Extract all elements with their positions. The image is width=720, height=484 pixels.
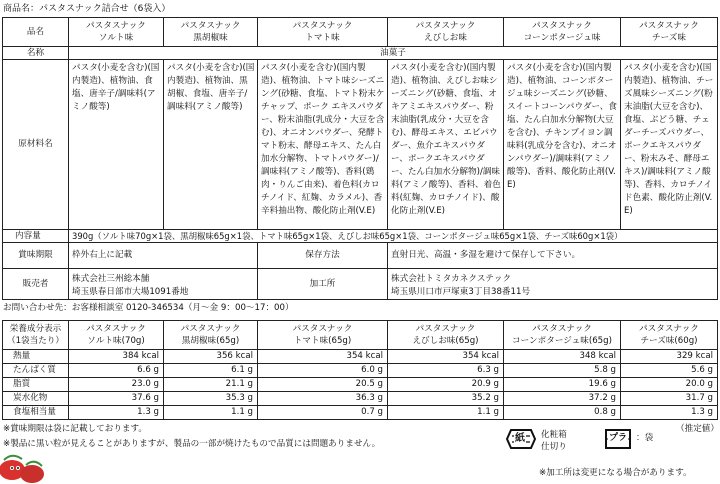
expiry-value-cell (68, 242, 258, 269)
nutrition-value: 0.8 g (594, 407, 616, 418)
nutrition-value: 1.3 g (137, 407, 159, 418)
factory-change-note: ※加工所は変更になる場合があります。 (539, 468, 692, 478)
nutrition-row-label-cell (2, 405, 69, 420)
nutrition-value-cell (503, 377, 621, 392)
ingredients-text: パスタ(小麦を含む)(国内製造)、植物油、黒胡椒、食塩、唐辛子/調味料(アミノ酸等) (167, 63, 255, 112)
nutrition-header: 栄養成分表示 （1袋当たり） (6, 324, 65, 346)
nutrition-value-cell (68, 405, 164, 420)
nutrition-column-header (387, 320, 504, 350)
note-expiry: ※賞味期限は袋に記載しております。 (3, 424, 148, 434)
header-product-name: パスタスナック ソルト味 (86, 21, 146, 43)
ingredients-text: パスタ(小麦を含む)(国内製造)、植物油、コーンポタージュ味シーズニング(砂糖、スイートコーンパウダー、食塩、たん白加水分解物(大豆を含む)、チキンブイヨン調味料(乳成分を含む)、オニオンパウダー)/調味料(アミノ酸等)、香料、酸化防止剤(V.E) (507, 63, 617, 190)
note-black-spots: ※製品に黒い粒が見えることがありますが、製品の一部が焼けたもので品質には問題ありません。 (3, 439, 381, 449)
nutrition-header-cell (2, 320, 69, 350)
product-title: 商品名：パスタスナック詰合せ（6袋入） (3, 4, 171, 14)
nutrition-value-cell (257, 405, 388, 420)
nutrition-value-cell (68, 391, 164, 406)
seller-label-cell (2, 268, 69, 300)
nutrition-row-label: 脂質 (13, 379, 31, 390)
nutrition-value: 36.3 g (355, 393, 383, 404)
nutrition-value-cell (620, 349, 718, 364)
nutrition-row-label: 熱量 (13, 351, 31, 362)
nutrition-value: 354 kcal (346, 351, 383, 362)
nutrition-value: 0.7 g (361, 407, 383, 418)
nutrition-row-label: 食塩相当量 (13, 407, 56, 418)
nutrition-column-name: パスタスナック トマト味(65g) (292, 324, 353, 346)
nutrition-value: 1.1 g (477, 407, 499, 418)
nutrition-row-label-cell (2, 349, 69, 364)
nutrition-column-header (163, 320, 258, 350)
nutrition-value: 35.2 g (471, 393, 499, 404)
storage-value: 直射日光、高温・多湿を避けて保存して下さい。 (391, 250, 581, 261)
content-label: 内容量 (15, 230, 41, 241)
ingredients-value-cell (387, 59, 504, 230)
content-value-cell (68, 229, 718, 243)
nutrition-value-cell (257, 349, 388, 364)
nutrition-value: 1.1 g (231, 407, 253, 418)
header-product-cell (257, 17, 388, 47)
header-item-cell (2, 17, 69, 47)
nutrition-value: 37.6 g (131, 393, 159, 404)
nutrition-value-cell (163, 391, 258, 406)
header-product-name: パスタスナック チーズ味 (639, 21, 699, 43)
nutrition-value: 5.6 g (691, 365, 713, 376)
nutrition-row-label-cell (2, 363, 69, 378)
nutrition-value-cell (503, 391, 621, 406)
ingredients-text: パスタ(小麦を含む)(国内製造)、植物油、チーズ風味シーズニング(粉末油脂(大豆を含む)、食塩、ぶどう糖、チェダーチーズパウダー、ポークエキスパウダー、粉末みそ、酵母エキス)/調味料(アミノ酸等)、香料、カロチノイド色素、酸化防止剤(V.E) (624, 63, 714, 216)
nutrition-value: 20.0 g (685, 379, 713, 390)
nutrition-value-cell (68, 363, 164, 378)
header-product-name: パスタスナック コーンポタージュ味 (523, 21, 601, 43)
seller-name: 株式会社三州総本舗 (72, 274, 150, 284)
paper-recycle-mark-text: 紙 (515, 433, 525, 444)
nutrition-value-cell (387, 363, 504, 378)
nutrition-value: 23.0 g (131, 379, 159, 390)
nutrition-value-cell (387, 405, 504, 420)
nutrition-value-cell (163, 405, 258, 420)
nutrition-value: 6.0 g (361, 365, 383, 376)
nutrition-value: 20.9 g (471, 379, 499, 390)
paper-recycle-label: 化粧箱 仕切り (541, 430, 567, 452)
nutrition-value-cell (503, 363, 621, 378)
ingredients-text: パスタ(小麦を含む)(国内製造)、植物油、食塩、唐辛子/調味料(アミノ酸等) (72, 63, 160, 112)
nutrition-value-cell (257, 391, 388, 406)
nutrition-column-header (68, 320, 164, 350)
nutrition-value: 354 kcal (462, 351, 499, 362)
storage-value-cell (387, 242, 718, 269)
header-item-label: 品名 (26, 26, 45, 37)
name-label-cell (2, 46, 69, 60)
nutrition-value-cell (620, 405, 718, 420)
header-product-name: パスタスナック えびしお味 (415, 21, 476, 43)
nutrition-row-label-cell (2, 377, 69, 392)
nutrition-value: 1.3 g (691, 407, 713, 418)
ingredients-label-cell (2, 59, 69, 230)
nutrition-value: 6.3 g (477, 365, 499, 376)
ingredients-text: パスタ(小麦を含む)(国内製造)、植物油、えびしお味シーズニング(砂糖、食塩、オキアミエキスパウダー、粉末油脂(乳成分・大豆を含む)、酵母エキス、エビパウダー、魚介エキスパウダー、ポークエキスパウダー、たん白加水分解物)/調味料(アミノ酸等)、香料、着色料(紅麹、カロチノイド)、酸化防止剤(V.E) (391, 63, 501, 216)
nutrition-column-name: パスタスナック 黒胡椒味(65g) (180, 324, 241, 346)
nutrition-value: 329 kcal (676, 351, 713, 362)
estimated-note: （推定値） (676, 424, 719, 434)
ingredients-label: 原材料名 (18, 139, 53, 150)
header-product-name: パスタスナック 黒胡椒味 (180, 21, 241, 43)
nutrition-value-cell (257, 377, 388, 392)
header-product-name: パスタスナック トマト味 (292, 21, 353, 43)
nutrition-value: 5.8 g (594, 365, 616, 376)
nutrition-value-cell (163, 349, 258, 364)
nutrition-value-cell (163, 377, 258, 392)
nutrition-value-cell (68, 349, 164, 364)
header-product-cell (503, 17, 621, 47)
nutrition-value-cell (257, 363, 388, 378)
nutrition-row-label: 炭水化物 (13, 393, 48, 404)
nutrition-row-label-cell (2, 391, 69, 406)
nutrition-row-label: たんぱく質 (13, 365, 56, 376)
nutrition-value-cell (163, 363, 258, 378)
ingredients-value-cell (620, 59, 718, 230)
nutrition-column-name: パスタスナック チーズ味(60g) (639, 324, 699, 346)
nutrition-column-header (257, 320, 388, 350)
expiry-label: 賞味期限 (18, 250, 53, 261)
factory-label: 加工所 (309, 278, 336, 289)
content-value: 390g（ソルト味70g×1袋、黒胡椒味65g×1袋、トマト味65g×1袋、えびしお味65g×1袋、コーンポタージュ味65g×1袋、チーズ味60g×1袋） (72, 230, 623, 241)
plastic-recycle-mark-text: プラ (609, 433, 628, 443)
factory-address: 埼玉県川口市戸塚東3丁目38番11号 (391, 287, 531, 297)
factory-value-cell (387, 268, 718, 300)
header-product-cell (68, 17, 164, 47)
header-product-cell (163, 17, 258, 47)
nutrition-column-name: パスタスナック えびしお味(65g) (412, 324, 479, 346)
header-product-cell (387, 17, 504, 47)
nutrition-column-header (503, 320, 621, 350)
storage-label-cell (257, 242, 388, 269)
nutrition-value-cell (387, 349, 504, 364)
ingredients-value-cell (68, 59, 164, 230)
nutrition-column-name: パスタスナック コーンポタージュ味(65g) (512, 324, 612, 346)
contact-info: お問い合わせ先：お客様相談室 0120-346534（月～金 9：00～17：00） (3, 303, 294, 313)
ingredients-value-cell (257, 59, 388, 230)
ingredients-value-cell (503, 59, 621, 230)
nutrition-value-cell (620, 363, 718, 378)
ingredients-value-cell (163, 59, 258, 230)
mascot-illustration (0, 446, 46, 484)
nutrition-value-cell (620, 391, 718, 406)
nutrition-value-cell (620, 377, 718, 392)
expiry-label-cell (2, 242, 69, 269)
nutrition-column-name: パスタスナック ソルト味(70g) (86, 324, 146, 346)
name-value: 油菓子 (380, 47, 406, 58)
seller-value-cell (68, 268, 258, 300)
header-product-cell (620, 17, 718, 47)
nutrition-value-cell (503, 349, 621, 364)
nutrition-value: 21.1 g (225, 379, 253, 390)
nutrition-value-cell (68, 377, 164, 392)
nutrition-value-cell (503, 405, 621, 420)
nutrition-value: 35.3 g (225, 393, 253, 404)
factory-name: 株式会社トミタカネクステック (391, 274, 512, 284)
nutrition-column-header (620, 320, 718, 350)
nutrition-value-cell (387, 391, 504, 406)
seller-address: 埼玉県春日部市大場1091番地 (72, 287, 189, 297)
name-value-cell (68, 46, 718, 60)
nutrition-value: 19.6 g (588, 379, 616, 390)
name-label: 名称 (26, 47, 45, 58)
ingredients-text: パスタ(小麦を含む)(国内製造)、植物油、トマト味シーズニング(砂糖、食塩、トマト粉末ケチャップ、ポーク エキスパウダー、粉末油脂(乳成分・大豆を含む)、オニオンパウダー、発酵トマト粉末、酵母エキス、たん白加水分解物、トマトパウダー)/調味料(アミノ酸等)、香料(鶏肉・りんご由来)、着色料(カロチノイド、紅麹、カラメル)、香辛料抽出物、酸化防止剤(V.E) (261, 63, 385, 216)
plastic-recycle-label: ：袋 (636, 433, 654, 443)
nutrition-value: 384 kcal (122, 351, 159, 362)
storage-label: 保存方法 (305, 250, 340, 261)
nutrition-value: 37.2 g (588, 393, 616, 404)
nutrition-value: 356 kcal (216, 351, 253, 362)
expiry-value: 枠外右上に記載 (72, 250, 133, 261)
nutrition-value-cell (387, 377, 504, 392)
content-label-cell (2, 229, 69, 243)
factory-label-cell (257, 268, 388, 300)
nutrition-value: 20.5 g (355, 379, 383, 390)
nutrition-value: 6.1 g (231, 365, 253, 376)
nutrition-value: 348 kcal (579, 351, 616, 362)
nutrition-value: 31.7 g (685, 393, 713, 404)
seller-label: 販売者 (22, 278, 49, 289)
nutrition-value: 6.6 g (137, 365, 159, 376)
